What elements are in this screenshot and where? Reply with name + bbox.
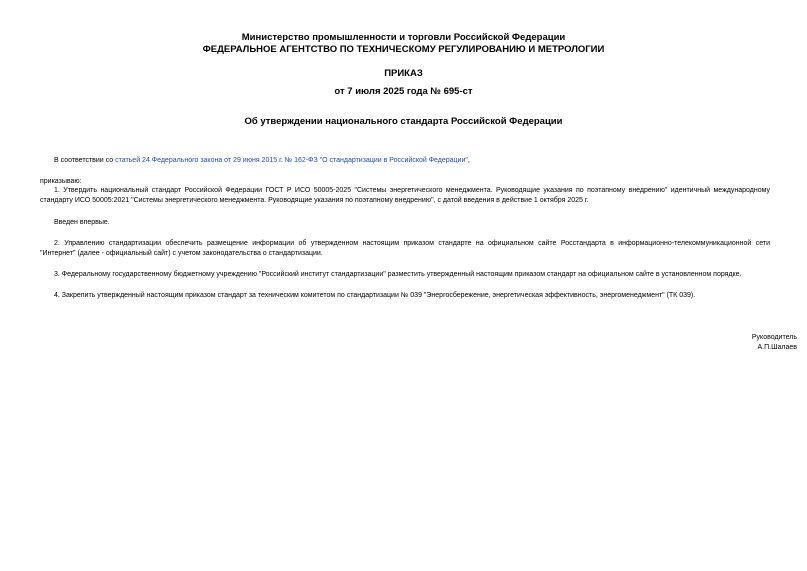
preamble bbox=[54, 156, 470, 166]
item-4: 4. Закрепить утвержденный настоящим приказом стандарт за техническим комитетом по стандартизации № 039 "Энергосбережение, энергетическая эффективность, энергоменеджмент" (ТК 039). bbox=[54, 292, 696, 299]
item-1-note: Введен впервые. bbox=[54, 219, 110, 226]
signature-name: А.П.Шалаев bbox=[757, 344, 797, 351]
document-subject: Об утверждении национального стандарта Российской Федерации bbox=[244, 116, 563, 127]
item-2-line-1: 2. Управлению стандартизации обеспечить размещение информации об утвержденном настоящим приказом стандарте на официальном сайте Росстандарта в информационно-телекоммуникационной сети bbox=[54, 240, 770, 247]
document-date-number: от 7 июля 2025 года № 695-ст bbox=[334, 86, 473, 97]
item-3: 3. Федеральному государственному бюджетному учреждению "Российский институт стандартизации" разместить утвержденный настоящим приказом стандарт на официальном сайте в установленном порядке. bbox=[54, 271, 742, 278]
order-word: приказываю: bbox=[40, 178, 82, 185]
ministry-name: Министерство промышленности и торговли Российской Федерации bbox=[241, 32, 566, 43]
preamble-prefix: В соответствии со bbox=[54, 157, 116, 164]
preamble-suffix: , bbox=[467, 157, 470, 164]
item-1-line-1: 1. Утвердить национальный стандарт Российской Федерации ГОСТ Р ИСО 50005-2025 "Системы энергетического менеджмента. Руководящие указания по поэтапному внедрению" идентичный международному bbox=[54, 187, 770, 194]
agency-name: ФЕДЕРАЛЬНОЕ АГЕНТСТВО ПО ТЕХНИЧЕСКОМУ РЕГУЛИРОВАНИЮ И МЕТРОЛОГИИ bbox=[202, 44, 605, 55]
document-type: ПРИКАЗ bbox=[384, 68, 423, 79]
law-reference-link[interactable]: статьей 24 Федерального закона от 29 июня 2015 г. № 162-ФЗ "О стандартизации в Российской Федерации" bbox=[115, 157, 468, 164]
item-2-line-2: "Интернет" (далее - официальный сайт) с учетом законодательства о стандартизации. bbox=[40, 250, 323, 257]
signature-title: Руководитель bbox=[751, 334, 797, 341]
item-1-line-2: стандарту ИСО 50005:2021 "Системы энергетического менеджмента. Руководящие указания по поэтапному внедрению", с датой введения в действие 1 октября 2025 г. bbox=[40, 197, 589, 204]
